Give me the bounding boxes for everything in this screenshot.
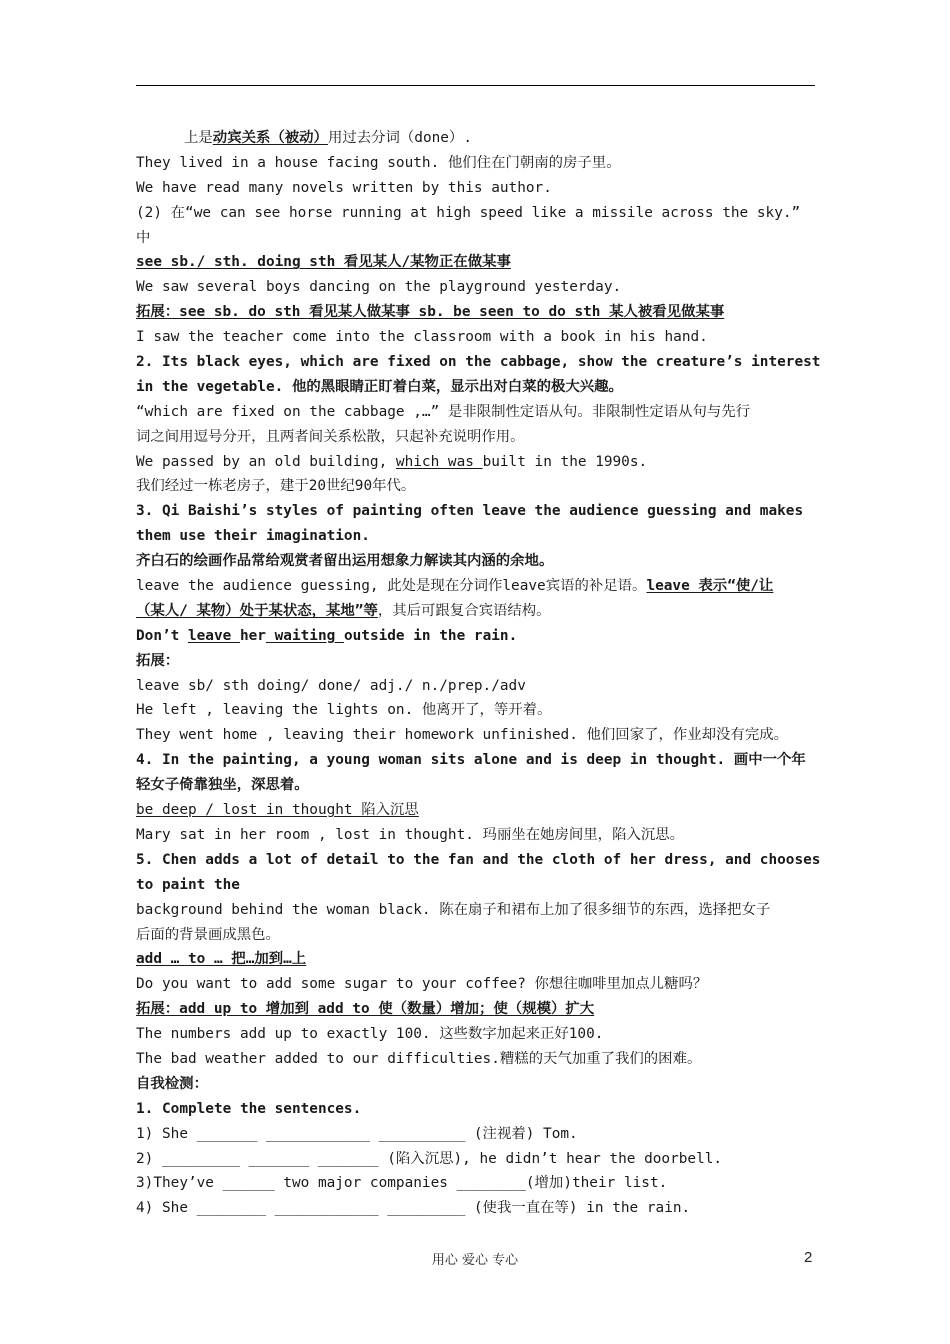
phrase-heading: add … to … 把…加到…上 xyxy=(136,951,307,968)
example-sentence: The bad weather added to our difficulties.糟糕的天气加重了我们的困难。 xyxy=(136,1050,702,1067)
example-sentence: Mary sat in her room , lost in thought. 玛丽坐在她房间里，陷入沉思。 xyxy=(136,826,685,843)
underlined-text: leave xyxy=(187,627,240,644)
numbered-point: in the vegetable. 他的黑眼睛正盯着白菜，显示出对白菜的极大兴趣。 xyxy=(136,378,623,395)
translation-line: 齐白石的绘画作品常给观赏者留出运用想象力解读其内涵的余地。 xyxy=(136,553,554,570)
explanation-line: 词之间用逗号分开，且两者间关系松散，只起补充说明作用。 xyxy=(136,428,525,445)
numbered-point: 5. Chen adds a lot of detail to the fan and the cloth of her dress, and chooses xyxy=(136,851,821,868)
text: We passed by an old building, xyxy=(136,453,396,470)
text: 用过去分词（done）. xyxy=(327,130,472,146)
phrase-heading: be deep / lost in thought 陷入沉思 xyxy=(136,802,419,819)
example-sentence: He left , leaving the lights on. 他离开了，等开着。 xyxy=(136,702,552,719)
example-sentence xyxy=(136,624,816,649)
translation-line: 我们经过一栋老房子，建于20世纪90年代。 xyxy=(136,478,416,495)
example-sentence: Do you want to add some sugar to your coffee? 你想往咖啡里加点儿糖吗？ xyxy=(136,976,708,993)
page-footer: 用心 爱心 专心 xyxy=(431,1253,519,1268)
exercise-item: 4) She ________ ____________ _________ (使我一直在等) in the rain. xyxy=(136,1200,691,1217)
explanation-line xyxy=(136,574,816,599)
pattern-line: leave sb/ sth doing/ done/ adj./ n./prep./adv xyxy=(136,677,526,694)
extension-heading: 拓展： xyxy=(136,652,180,669)
text: outside in the rain. xyxy=(343,627,518,644)
example-sentence: I saw the teacher come into the classroom with a book in his hand. xyxy=(136,329,708,346)
example-sentence: We saw several boys dancing on the playground yesterday. xyxy=(136,279,622,296)
exercise-item: 1) She _______ ____________ __________ (注视着) Tom. xyxy=(136,1125,578,1142)
underlined-text: which was xyxy=(395,453,483,470)
numbered-point: 4. In the painting, a young woman sits alone and is deep in thought. 画中一个年 xyxy=(136,752,806,769)
text: her xyxy=(239,627,266,644)
example-sentence: background behind the woman black. 陈在扇子和裙布上加了很多细节的东西，选择把女子 xyxy=(136,901,771,918)
emphasis-text: leave 表示“使/让 xyxy=(646,578,774,595)
numbered-point: 轻女子倚靠独坐，深思着。 xyxy=(136,777,309,794)
text: Don’t xyxy=(136,627,188,644)
numbered-point: them use their imagination. xyxy=(136,528,370,545)
text: 上是 xyxy=(184,130,213,146)
example-sentence: The numbers add up to exactly 100. 这些数字加起来正好100. xyxy=(136,1026,604,1043)
exercise-item: 2) _________ _______ _______ (陷入沉思), he didn’t hear the doorbell. xyxy=(136,1150,723,1167)
emphasis-text: （某人/ 某物）处于某状态，某地”等 xyxy=(136,602,378,619)
exercise-item: 3)They’ve ______ two major companies ________(增加)their list. xyxy=(136,1175,668,1192)
example-sentence xyxy=(136,450,816,475)
text-line: 中 xyxy=(136,229,151,246)
emphasis-text: 动宾关系（被动） xyxy=(212,130,328,146)
extension-heading: 拓展：see sb. do sth 看见某人做某事 sb. be seen to do sth 某人被看见做某事 xyxy=(136,304,725,321)
section-heading: 自我检测： xyxy=(136,1075,208,1092)
explanation-line: “which are fixed on the cabbage ,…” 是非限制性定语从句。非限制性定语从句与先行 xyxy=(136,403,751,420)
page-number: 2 xyxy=(804,1249,813,1266)
underlined-text: waiting xyxy=(265,627,344,644)
translation-line: 后面的背景画成黑色。 xyxy=(136,926,280,943)
numbered-point: 2. Its black eyes, which are fixed on the cabbage, show the creature’s interest xyxy=(136,354,821,371)
example-sentence: We have read many novels written by this author. xyxy=(136,179,552,196)
example-sentence: They went home , leaving their homework unfinished. 他们回家了，作业却没有完成。 xyxy=(136,727,788,744)
text-line xyxy=(136,126,816,151)
extension-heading: 拓展：add up to 增加到 add to 使（数量）增加；使（规模）扩大 xyxy=(136,1001,595,1018)
text-line: (2) 在“we can see horse running at high speed like a missile across the sky.” xyxy=(136,204,801,221)
explanation-line xyxy=(136,599,816,624)
example-sentence: They lived in a house facing south. 他们住在门朝南的房子里。 xyxy=(136,154,621,171)
header-rule xyxy=(136,85,815,86)
numbered-point: to paint the xyxy=(136,876,240,893)
document-body xyxy=(136,126,821,1221)
exercise-heading: 1. Complete the sentences. xyxy=(136,1100,362,1117)
text: leave the audience guessing, 此处是现在分词作leave宾语的补足语。 xyxy=(136,578,647,595)
phrase-heading: see sb./ sth. doing sth 看见某人/某物正在做某事 xyxy=(136,254,511,271)
text: built in the 1990s. xyxy=(482,453,648,470)
numbered-point: 3. Qi Baishi’s styles of painting often leave the audience guessing and makes xyxy=(136,503,804,520)
text: ，其后可跟复合宾语结构。 xyxy=(377,602,551,619)
